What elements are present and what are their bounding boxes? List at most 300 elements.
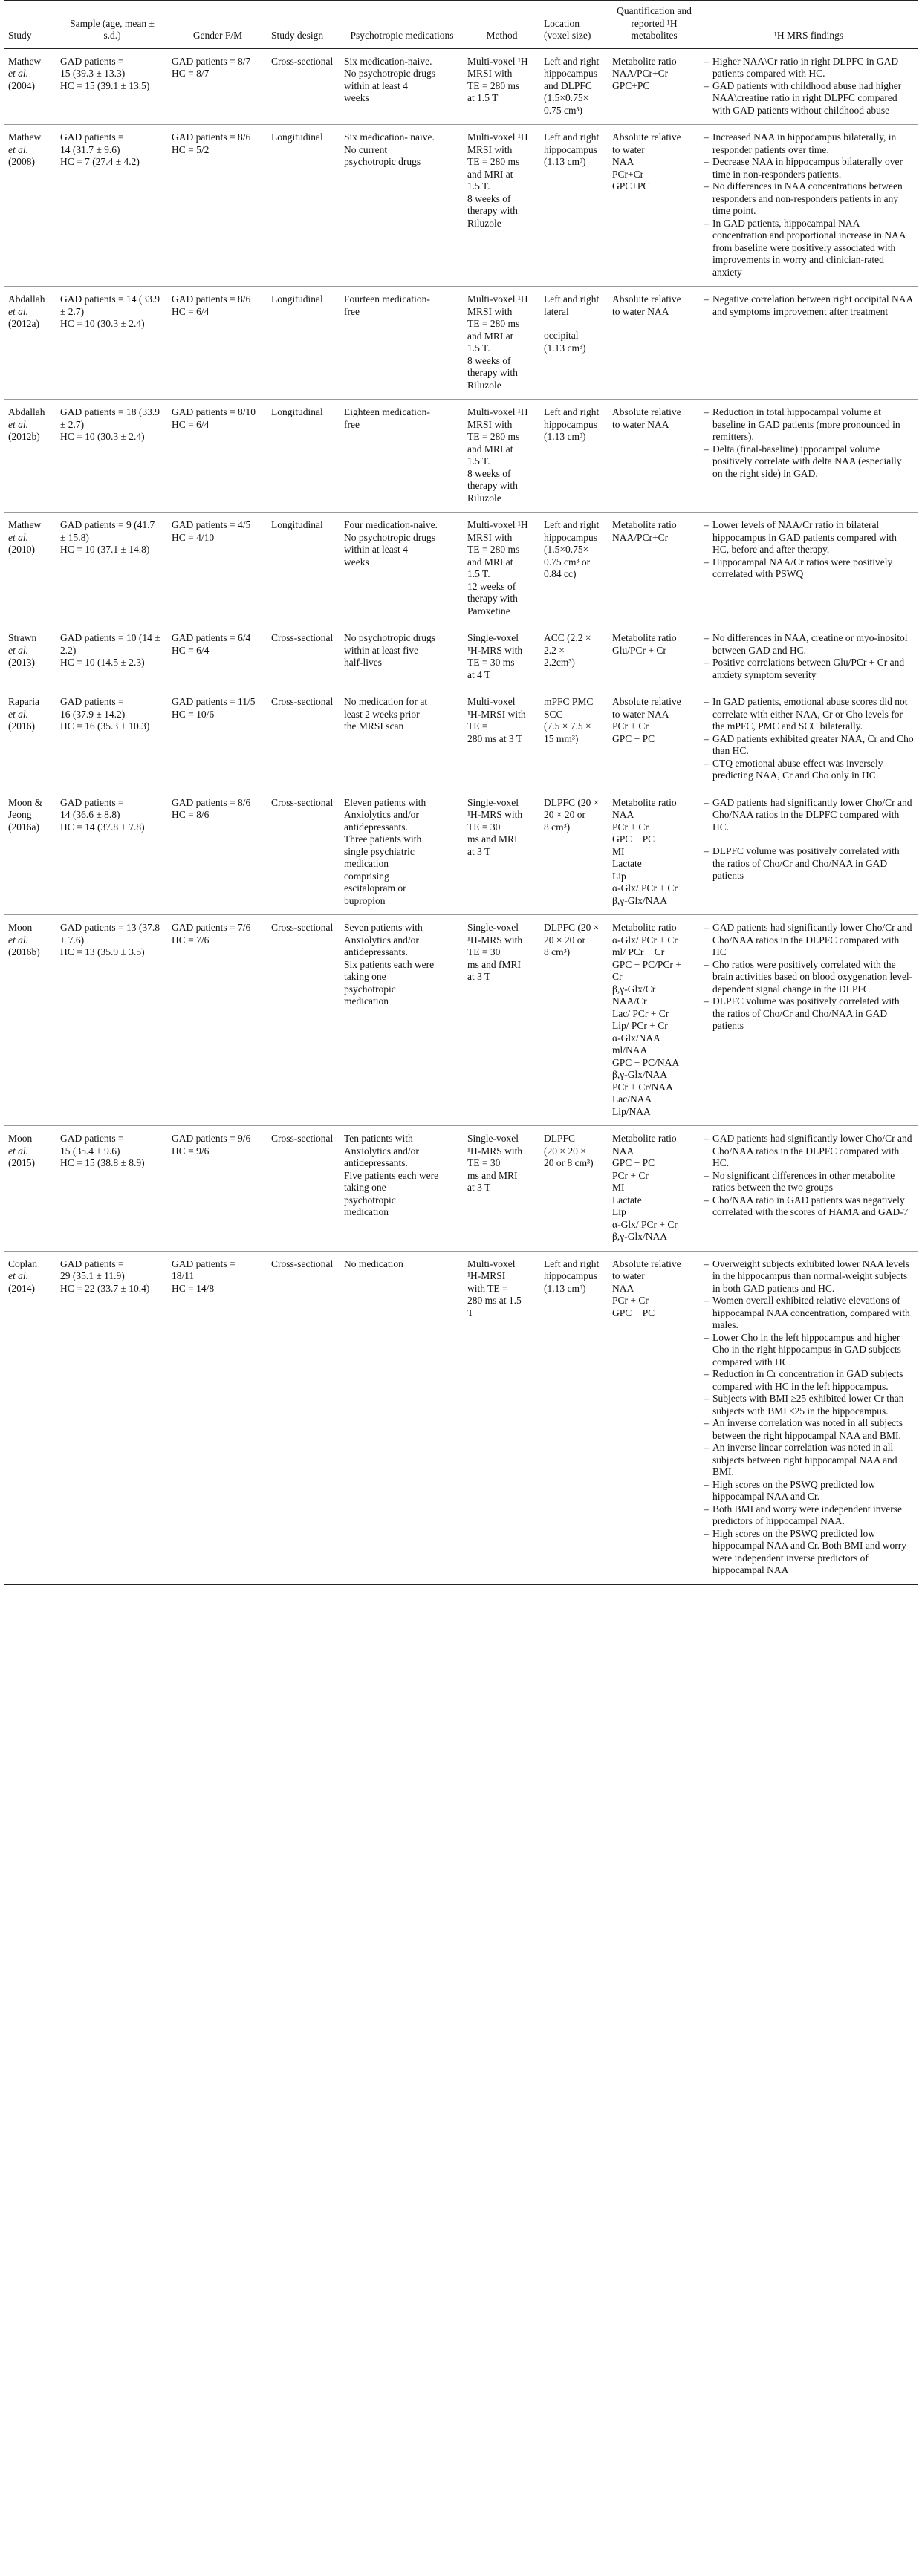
study-line: (2016a): [8, 821, 39, 833]
study-line: et al.: [8, 934, 28, 946]
meds-line: No psychotropic drugs: [344, 632, 435, 643]
sample-line: ± 2.7): [60, 418, 85, 430]
method-line: Single-voxel: [467, 1133, 519, 1144]
cell-sample: [56, 513, 168, 625]
method-line: 280 ms at 1.5: [467, 1295, 522, 1306]
location-line: hippocampus: [544, 143, 597, 155]
meds-line: antidepressants.: [344, 1157, 408, 1168]
cell-design: [267, 513, 340, 625]
cell-study: [4, 513, 56, 625]
cell-findings: [700, 513, 918, 625]
finding-item: – Women overall exhibited relative elevations of hippocampal NAA concentration, compared with males.: [704, 1295, 914, 1332]
cell-method: [464, 48, 540, 125]
meds-line: comprising: [344, 870, 389, 882]
sample-line: GAD patients =: [60, 796, 124, 808]
study-line: et al.: [8, 1145, 28, 1157]
method-line: 1.5 T.: [467, 568, 490, 579]
design-line: Cross-sectional: [271, 632, 334, 643]
meds-line: single psychiatric: [344, 845, 415, 857]
method-line: at 4 T: [467, 669, 491, 680]
sample-line: GAD patients =: [60, 1133, 124, 1144]
meds-line: weeks: [344, 92, 369, 103]
meds-line: Three patients with: [344, 833, 422, 845]
quant-line: Lactate: [612, 858, 642, 869]
finding-item: – Increased NAA in hippocampus bilaterally, in responder patients over time.: [704, 131, 914, 156]
quant-line: to water: [612, 1270, 645, 1281]
finding-item: – Reduction in total hippocampal volume at baseline in GAD patients (more pronounced in remitters).: [704, 406, 914, 443]
finding-item: – DLPFC volume was positively correlated with the ratios of Cho/Cr and Cho/NAA in GAD patients: [704, 995, 914, 1032]
method-line: 1.5 T.: [467, 455, 490, 466]
method-line: 8 weeks of: [467, 354, 511, 366]
method-line: TE = 30: [467, 946, 501, 957]
study-line: et al.: [8, 644, 28, 656]
location-line: 20 or 8 cm³): [544, 1157, 594, 1168]
quant-line: NAA/PCr+Cr: [612, 531, 669, 543]
method-line: Single-voxel: [467, 922, 519, 933]
method-line: TE = 30: [467, 821, 501, 833]
sample-line: HC = 7 (27.4 ± 4.2): [60, 156, 140, 167]
sample-line: GAD patients =: [60, 1258, 124, 1269]
cell-quant: [608, 689, 700, 790]
finding-item: – CTQ emotional abuse effect was inversely predicting NAA, Cr and Cho only in HC: [704, 758, 914, 782]
cell-quant: [608, 48, 700, 125]
meds-line: No psychotropic drugs: [344, 68, 435, 79]
meds-line: within at least 4: [344, 544, 408, 555]
study-line: Strawn: [8, 632, 37, 643]
cell-design: [267, 1251, 340, 1584]
study-line: (2012b): [8, 431, 40, 442]
study-line: et al.: [8, 305, 28, 317]
quant-line: Lac/NAA: [612, 1093, 652, 1105]
study-line: (2012a): [8, 318, 39, 329]
finding-item: – Reduction in Cr concentration in GAD subjects compared with HC in the left hippocampus.: [704, 1368, 914, 1393]
cell-gender: [168, 48, 267, 125]
findings-list: [704, 131, 914, 279]
sample-line: 29 (35.1 ± 11.9): [60, 1270, 125, 1281]
sample-line: HC = 15 (38.8 ± 8.9): [60, 1157, 145, 1168]
findings-list: [704, 1258, 914, 1577]
study-line: Mathew: [8, 519, 42, 530]
meds-line: Five patients each were: [344, 1169, 439, 1181]
quant-line: Metabolite ratio: [612, 55, 677, 67]
location-line: 8 cm³): [544, 821, 571, 833]
table-row: [4, 1251, 918, 1584]
method-line: T: [467, 1307, 474, 1318]
cell-method: [464, 287, 540, 400]
design-line: Longitudinal: [271, 131, 323, 143]
finding-item: – Cho/NAA ratio in GAD patients was negatively correlated with the scores of HAMA and GAD-7: [704, 1194, 914, 1219]
meds-line: within at least five: [344, 644, 419, 656]
study-line: et al.: [8, 531, 28, 543]
gender-line: 18/11: [172, 1270, 195, 1281]
design-line: Cross-sectional: [271, 55, 334, 67]
method-line: Multi-voxel: [467, 696, 516, 707]
cell-design: [267, 125, 340, 287]
method-line: MRSI with: [467, 418, 513, 430]
method-line: and MRI at: [467, 443, 513, 455]
cell-quant: [608, 915, 700, 1126]
cell-findings: [700, 689, 918, 790]
method-line: at 3 T: [467, 1182, 491, 1193]
cell-location: [540, 513, 608, 625]
meds-line: medication: [344, 1206, 389, 1217]
study-line: (2004): [8, 79, 35, 91]
method-line: ¹H-MRSI: [467, 1270, 506, 1281]
gender-line: GAD patients = 4/5: [172, 519, 251, 530]
table-row: [4, 689, 918, 790]
quant-line: Glu/PCr + Cr: [612, 644, 666, 656]
study-line: Mathew: [8, 55, 42, 67]
cell-method: [464, 125, 540, 287]
quant-line: GPC + PC: [612, 833, 655, 845]
table-header: [4, 1, 918, 49]
quant-line: Absolute relative: [612, 1258, 681, 1269]
gender-line: HC = 14/8: [172, 1282, 215, 1294]
location-line: DLPFC: [544, 1133, 576, 1144]
location-line: Left and right: [544, 1258, 600, 1269]
method-line: Multi-voxel ¹H: [467, 55, 528, 67]
quant-line: PCr + Cr: [612, 721, 649, 732]
finding-item: – Subjects with BMI ≥25 exhibited lower Cr than subjects with BMI ≤25 in the hippocampus.: [704, 1393, 914, 1417]
location-line: (7.5 × 7.5 ×: [544, 721, 591, 732]
quant-line: Metabolite ratio: [612, 796, 677, 808]
location-line: Left and right: [544, 55, 600, 67]
cell-meds: [340, 1126, 464, 1252]
meds-line: Fourteen medication-: [344, 293, 430, 305]
meds-line: half-lives: [344, 657, 382, 668]
location-line: (1.13 cm³): [544, 1282, 586, 1294]
method-line: therapy with: [467, 367, 518, 378]
study-line: Abdallah: [8, 406, 45, 417]
cell-findings: [700, 125, 918, 287]
quant-line: Metabolite ratio: [612, 1133, 677, 1144]
cell-method: [464, 915, 540, 1126]
cell-findings: [700, 915, 918, 1126]
quant-line: NAA: [612, 156, 634, 167]
finding-item: – High scores on the PSWQ predicted low hippocampal NAA and Cr. Both BMI and worry were independent inverse predictors of hippocampal NAA: [704, 1528, 914, 1577]
finding-item: – Decrease NAA in hippocampus bilaterally over time in non-responders patients.: [704, 156, 914, 180]
location-line: hippocampus: [544, 418, 597, 430]
cell-quant: [608, 287, 700, 400]
location-line: (1.13 cm³): [544, 431, 586, 442]
sample-line: HC = 13 (35.9 ± 3.5): [60, 946, 145, 957]
method-line: ¹H-MRS with: [467, 1145, 523, 1157]
meds-line: taking one: [344, 971, 386, 982]
sample-line: ± 15.8): [60, 531, 89, 543]
cell-meds: [340, 513, 464, 625]
location-line: DLPFC (20 ×: [544, 922, 600, 933]
sample-line: 15 (39.3 ± 13.3): [60, 68, 126, 79]
mrs-studies-table: [4, 0, 918, 1585]
method-line: 280 ms at 3 T: [467, 732, 522, 744]
sample-line: 15 (35.4 ± 9.6): [60, 1145, 120, 1157]
quant-line: Absolute relative: [612, 293, 681, 305]
meds-line: bupropion: [344, 894, 386, 906]
method-line: TE = 280 ms: [467, 544, 520, 555]
quant-line: Absolute relative: [612, 131, 681, 143]
gender-line: HC = 8/7: [172, 68, 210, 79]
quant-line: Absolute relative: [612, 406, 681, 417]
cell-quant: [608, 1126, 700, 1252]
gender-line: GAD patients = 8/7: [172, 55, 251, 67]
header-study: Study: [4, 1, 56, 49]
cell-study: [4, 790, 56, 915]
location-line: ACC (2.2 × 2.2 ×: [544, 632, 591, 656]
meds-line: antidepressants.: [344, 821, 408, 833]
quant-line: Lac/ PCr + Cr: [612, 1007, 669, 1019]
meds-line: free: [344, 418, 360, 430]
quant-line: MI: [612, 845, 625, 857]
quant-line: β,γ-Glx/Cr: [612, 983, 656, 995]
meds-line: Eleven patients with: [344, 796, 426, 808]
table-container: [4, 0, 918, 1585]
table-row: [4, 625, 918, 689]
sample-line: 16 (37.9 ± 14.2): [60, 708, 126, 720]
cell-study: [4, 48, 56, 125]
table-row: [4, 1126, 918, 1252]
design-line: Cross-sectional: [271, 696, 334, 707]
finding-item: – In GAD patients, hippocampal NAA concentration and proportional increase in NAA from baseline were positively associated with improvements in worry and clinician-rated anxiety: [704, 218, 914, 279]
cell-method: [464, 400, 540, 513]
cell-design: [267, 790, 340, 915]
method-line: with TE =: [467, 1282, 508, 1294]
meds-line: medication: [344, 995, 389, 1006]
sample-line: HC = 15 (39.1 ± 13.5): [60, 79, 150, 91]
study-line: et al.: [8, 68, 28, 79]
quant-line: NAA/PCr+Cr: [612, 68, 669, 79]
cell-method: [464, 625, 540, 689]
study-line: Moon: [8, 1133, 33, 1144]
cell-quant: [608, 513, 700, 625]
quant-line: PCr + Cr: [612, 1169, 649, 1181]
sample-line: HC = 10 (37.1 ± 14.8): [60, 544, 150, 555]
study-line: (2008): [8, 156, 35, 167]
header-quant-line: Quantification and reported ¹H: [617, 5, 692, 29]
finding-item: – No significant differences in other metabolite ratios between the two groups: [704, 1170, 914, 1194]
gender-line: GAD patients =: [172, 1258, 236, 1269]
sample-line: HC = 22 (33.7 ± 10.4): [60, 1282, 150, 1294]
study-line: et al.: [8, 708, 28, 720]
quant-line: GPC + PC/NAA: [612, 1056, 680, 1068]
design-line: Longitudinal: [271, 293, 323, 305]
quant-line: MI: [612, 1182, 625, 1193]
cell-meds: [340, 48, 464, 125]
cell-study: [4, 689, 56, 790]
meds-line: least 2 weeks prior: [344, 708, 420, 720]
cell-findings: [700, 1251, 918, 1584]
cell-design: [267, 48, 340, 125]
study-line: Moon &: [8, 796, 43, 808]
meds-line: Anxiolytics and/or: [344, 809, 419, 820]
method-line: TE = 280 ms: [467, 79, 520, 91]
table-row: [4, 287, 918, 400]
sample-line: 14 (36.6 ± 8.8): [60, 809, 120, 820]
meds-line: Seven patients with: [344, 922, 423, 933]
sample-line: HC = 10 (30.3 ± 2.4): [60, 431, 145, 442]
study-line: et al.: [8, 1270, 28, 1281]
study-line: (2015): [8, 1157, 35, 1168]
method-line: ¹H-MRSI with: [467, 708, 526, 720]
cell-method: [464, 1251, 540, 1584]
method-line: ¹H-MRS with: [467, 644, 523, 656]
location-line: and DLPFC: [544, 79, 592, 91]
method-line: 12 weeks of: [467, 580, 516, 592]
quant-line: NAA: [612, 809, 634, 820]
finding-item: – Delta (final-baseline) ippocampal volume positively correlate with delta NAA (especially on the right side) in GAD.: [704, 443, 914, 481]
findings-list: [704, 1133, 914, 1219]
location-line: hippocampus: [544, 1270, 597, 1281]
cell-location: [540, 1251, 608, 1584]
method-line: at 3 T: [467, 845, 491, 857]
cell-quant: [608, 1251, 700, 1584]
quant-line: Lactate: [612, 1194, 642, 1206]
finding-item: – Cho ratios were positively correlated with the brain activities based on blood oxygenation level-dependent signal change in the DLPFC: [704, 959, 914, 996]
gender-line: HC = 4/10: [172, 531, 215, 543]
meds-line: Six patients each were: [344, 958, 435, 970]
method-line: Multi-voxel ¹H: [467, 293, 528, 305]
cell-meds: [340, 125, 464, 287]
cell-gender: [168, 1126, 267, 1252]
method-line: TE = 280 ms: [467, 156, 520, 167]
quant-line: α-Glx/ PCr + Cr: [612, 934, 678, 946]
quant-line: Absolute relative: [612, 696, 681, 707]
cell-findings: [700, 287, 918, 400]
location-line: Left and right: [544, 519, 600, 530]
header-findings: ¹H MRS findings: [700, 1, 918, 49]
meds-line: psychotropic drugs: [344, 156, 421, 167]
method-line: 1.5 T.: [467, 180, 490, 192]
sample-line: GAD patients = 10 (14 ±: [60, 632, 160, 643]
gender-line: HC = 9/6: [172, 1145, 210, 1157]
cell-location: [540, 400, 608, 513]
meds-line: within at least 4: [344, 79, 408, 91]
cell-location: [540, 48, 608, 125]
study-line: Jeong: [8, 809, 32, 820]
sample-line: HC = 10 (14.5 ± 2.3): [60, 657, 145, 668]
meds-line: Four medication-naive.: [344, 519, 438, 530]
quant-line: to water NAA: [612, 418, 669, 430]
cell-design: [267, 915, 340, 1126]
cell-location: [540, 790, 608, 915]
cell-quant: [608, 125, 700, 287]
finding-item: – DLPFC volume was positively correlated with the ratios of Cho/Cr and Cho/NAA in GAD patients: [704, 845, 914, 882]
quant-line: to water NAA: [612, 305, 669, 317]
method-line: TE =: [467, 721, 488, 732]
method-line: Multi-voxel ¹H: [467, 519, 528, 530]
header-method: Method: [464, 1, 540, 49]
finding-item: – No differences in NAA, creatine or myo-inositol between GAD and HC.: [704, 632, 914, 657]
cell-meds: [340, 689, 464, 790]
gender-line: GAD patients = 8/10: [172, 406, 256, 417]
table-row: [4, 790, 918, 915]
location-line: lateral: [544, 305, 569, 317]
cell-location: [540, 689, 608, 790]
quant-line: Lip/NAA: [612, 1105, 651, 1117]
cell-design: [267, 625, 340, 689]
method-line: ms and fMRI: [467, 958, 521, 970]
finding-item: – GAD patients exhibited greater NAA, Cr and Cho than HC.: [704, 733, 914, 758]
location-line: (1.5×0.75×: [544, 92, 589, 103]
cell-design: [267, 1126, 340, 1252]
finding-item: – No differences in NAA concentrations between responders and non-responders patients in any time point.: [704, 180, 914, 218]
location-line: 8 cm³): [544, 946, 571, 957]
cell-gender: [168, 513, 267, 625]
cell-gender: [168, 1251, 267, 1584]
location-line: Left and right: [544, 131, 600, 143]
quant-line: Lip: [612, 870, 626, 882]
gender-line: HC = 7/6: [172, 934, 210, 946]
findings-list: [704, 797, 914, 882]
sample-line: GAD patients = 13 (37.8: [60, 922, 160, 933]
cell-findings: [700, 1126, 918, 1252]
cell-sample: [56, 48, 168, 125]
sample-line: GAD patients = 9 (41.7: [60, 519, 155, 530]
cell-sample: [56, 400, 168, 513]
quant-line: GPC+PC: [612, 180, 650, 192]
header-location: Location (voxel size): [540, 1, 608, 49]
meds-line: Six medication- naive.: [344, 131, 435, 143]
cell-meds: [340, 915, 464, 1126]
design-line: Longitudinal: [271, 406, 323, 417]
cell-sample: [56, 625, 168, 689]
header-quantification: [608, 1, 700, 49]
finding-item: – Negative correlation between right occipital NAA and symptoms improvement after treatment: [704, 293, 914, 318]
table-row: [4, 48, 918, 125]
cell-sample: [56, 125, 168, 287]
cell-study: [4, 287, 56, 400]
header-sample: Sample (age, mean ± s.d.): [56, 1, 168, 49]
method-line: ¹H-MRS with: [467, 934, 523, 946]
cell-meds: [340, 625, 464, 689]
study-line: Raparia: [8, 696, 39, 707]
gender-line: GAD patients = 9/6: [172, 1133, 251, 1144]
cell-meds: [340, 400, 464, 513]
cell-study: [4, 125, 56, 287]
location-line: hippocampus: [544, 531, 597, 543]
cell-design: [267, 287, 340, 400]
quant-line: GPC+PC: [612, 79, 650, 91]
quant-line: NAA/Cr: [612, 995, 647, 1006]
finding-item: – Both BMI and worry were independent inverse predictors of hippocampal NAA.: [704, 1503, 914, 1528]
finding-item: – GAD patients with childhood abuse had higher NAA\creatine ratio in right DLPFC compared with GAD patients without childhood abuse: [704, 80, 914, 117]
location-line: DLPFC (20 ×: [544, 796, 600, 808]
meds-line: the MRSI scan: [344, 721, 404, 732]
method-line: 1.5 T.: [467, 342, 490, 354]
meds-line: No medication for at: [344, 696, 428, 707]
method-line: 8 weeks of: [467, 192, 511, 204]
quant-line: PCr+Cr: [612, 168, 644, 180]
cell-sample: [56, 915, 168, 1126]
method-line: Multi-voxel ¹H: [467, 131, 528, 143]
meds-line: taking one: [344, 1182, 386, 1193]
finding-item: – In GAD patients, emotional abuse scores did not correlate with either NAA, Cr or Cho levels for the mPFC, PMC and SCC bilaterally.: [704, 696, 914, 733]
method-line: Riluzole: [467, 492, 501, 504]
finding-item: – GAD patients had significantly lower Cho/Cr and Cho/NAA ratios in the DLPFC compared with HC.: [704, 1133, 914, 1170]
location-line: (1.13 cm³): [544, 156, 586, 167]
quant-line: Lip/ PCr + Cr: [612, 1020, 668, 1031]
cell-method: [464, 689, 540, 790]
cell-meds: [340, 790, 464, 915]
method-line: and MRI at: [467, 168, 513, 180]
findings-list: [704, 519, 914, 581]
quant-line: α-Glx/NAA: [612, 1032, 660, 1044]
method-line: therapy with: [467, 593, 518, 604]
design-line: Longitudinal: [271, 519, 323, 530]
method-line: ¹H-MRS with: [467, 809, 523, 820]
findings-list: [704, 696, 914, 782]
cell-gender: [168, 689, 267, 790]
cell-location: [540, 915, 608, 1126]
